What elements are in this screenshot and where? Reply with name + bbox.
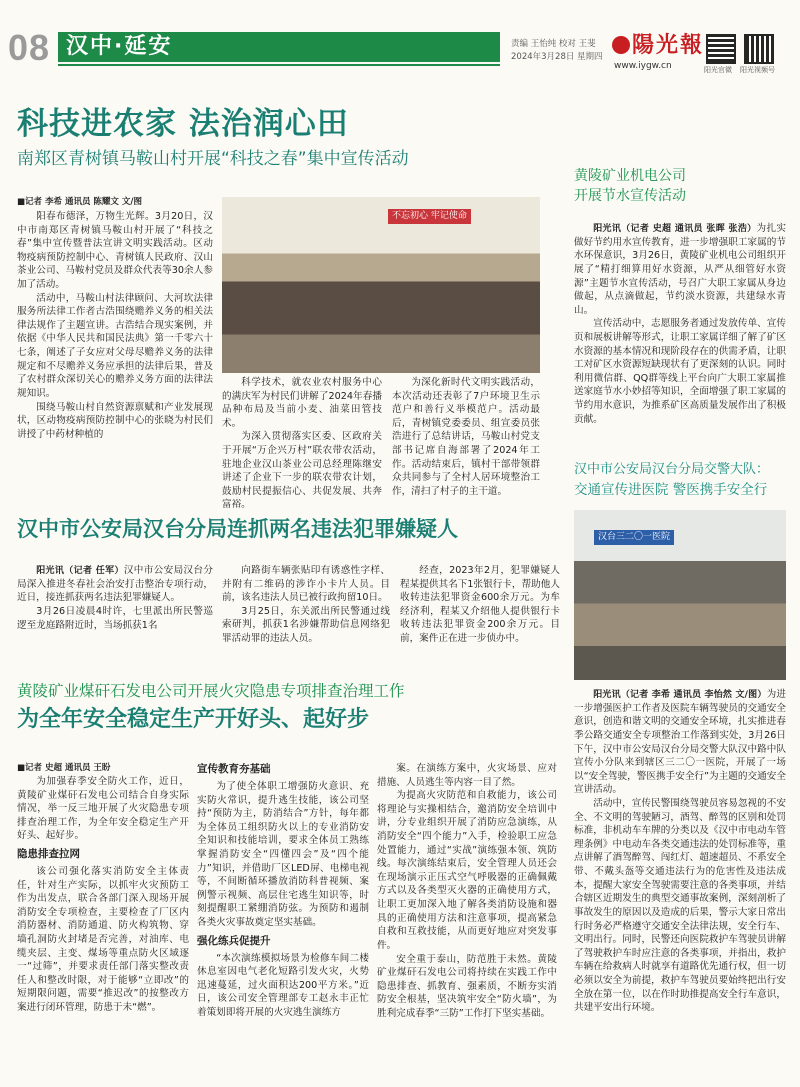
right-article2-body — [574, 688, 786, 1015]
paragraph: 阳光讯（记者 任军）汉中市公安局汉台分局深入推进冬春社会治安打击整治专项行动，近日，接连抓获两名违法犯罪嫌疑人。 — [17, 565, 213, 604]
title-line: 汉中市公安局汉台分局交警大队： — [574, 462, 770, 477]
photo-sign: 汉台三二〇一医院 — [594, 530, 674, 545]
qr-code-icon — [706, 34, 736, 64]
paragraph: 围绕马鞍山村自然资源禀赋和产业发展现状，区动物疫病预防控制中心的张晓为村民们讲授了中药材种植的 — [17, 401, 213, 440]
article2-title: 汉中市公安局汉台分局连抓两名违法犯罪嫌疑人 — [17, 517, 458, 541]
right-article2-photo — [574, 510, 786, 680]
article2-col3 — [400, 564, 560, 646]
paragraph: 3月26日凌晨4时许，七里派出所民警巡逻至龙庭路附近时，当场抓获1名 — [17, 605, 213, 631]
article3-title: 为全年安全稳定生产开好头、起好步 — [17, 707, 370, 732]
paragraph: “本次演练模拟场景为检修车间二楼休息室因电气老化短路引发火灾，火势迅速蔓延，过火面积达200平方米。”近日，该公司安全管理部专工赵永丰正忙着策划即将开展的火灾逃生演练方 — [197, 952, 369, 1018]
paragraph: 活动中，宣传民警围绕驾驶员容易忽视的不安全、不文明的驾驶陋习，酒驾、醉驾的区别和处罚标准，非机动车车牌的分类以及《汉中市电动车管理条例》中电动车各类交通违法的处罚标准等，重点讲解了酒驾醉驾、闯红灯、超速超员、不系安全带、不戴头盔等交通违法行为的危害性及违法成本，提醒大家安全驾驶需要注意的各类事项，并结合辖区近期发生的典型交通事故案例，深刻剖析了事故发生的原因以及造成的后果，警示大家日常出行时务必严格遵守交通安全法律法规，安全行车、文明出行。同时，民警还向医院救护车驾驶员讲解了驾驶救护车时应注意的各类事项，并指出，救护车辆在给救病人时就享有道路优先通行权，但一切必须以安全为前提，救护车驾驶员要始终把出行安全放在第一位，以在作时助推提高安全行车意识，共建平安出行环境。 — [574, 798, 786, 1014]
masthead — [0, 0, 800, 86]
paragraph: 该公司强化落实消防安全主体责任，针对生产实际，以抓牢火灾预防工作为出发点，联合各部门深入现场开展消防安全专项检查，主要检查了厂区内消防器材、消防通道、防火构筑物、穿墙孔洞防火封堵是否完善，对油库、电缆夹层、主变、煤场等重点防火区域逐一“过筛”，并要求责任部门落实整改责任人和整改时限，对于能够“立即改”的短期限问题，需要“推迟改”的按整改方案进行闭环管理，防患于未“燃”。 — [17, 865, 189, 1014]
article1-subtitle: 南郑区青树镇马鞍山村开展“科技之春”集中宣传活动 — [17, 149, 409, 169]
paragraph: 活动中，马鞍山村法律顾问、大河坎法律服务所法律工作者古浩围绕赡养义务的相关法律法规作了主题宣讲。古浩结合现实案例，并依据《中华人民共和国民法典》第一千零六十七条，阐述了子女应对父母尽赡养义务的法律规定和不尽赡养义务应承担的法律后果，普及了农村群众深切关心的赡养义务方面的法律法规知识。 — [17, 292, 213, 399]
paragraph: 为加强春季安全防火工作，近日，黄陵矿业煤矸石发电公司结合自身实际情况，举一反三地开展了火灾隐患专项排查治理工作，为全年安全稳定生产开好头、起好步。 — [17, 776, 189, 842]
paragraph: 向路街车辆张贴印有诱惑性字样、并附有二维码的涉诈小卡片人员。目前，该名违法人员已被行政拘留10日。 — [222, 565, 390, 604]
article3-col3 — [377, 762, 557, 1021]
qr-label: 阳光官微 — [704, 66, 732, 74]
qr-code-icon — [744, 34, 774, 64]
paragraph: 经查，2023年2月，犯罪嫌疑人程某提供其名下1张银行卡，帮助他人收转违法犯罪资金600余万元。为牟经济利，程某又介绍他人提供银行卡收转违法犯罪资金200余万元。目前，案件正在进一步侦办中。 — [400, 565, 560, 645]
right-article1-title — [574, 166, 790, 206]
byline: 阳光讯（记者 任军） — [36, 566, 124, 576]
title-line: 开展节水宣传活动 — [574, 188, 686, 204]
qr-label: 阳光视频号 — [740, 66, 775, 74]
page-number: 08 — [8, 27, 51, 68]
article1-col1 — [17, 210, 213, 441]
article1-col3 — [392, 376, 540, 498]
paragraph: 宣传活动中，志愿服务者通过发放传单、宣传页和展板讲解等形式，让职工家属详细了解了矿区水资源的基本情况和现阶段存在的供需矛盾，让职工对矿区水资源短缺现状有了更深刻的认识。同时利用微信群、QQ群等线上平台向广大职工家属推送家庭节水小妙招等知识，全面增强了职工家属的节约用水意识，为推系矿区高质量发展作出了积极贡献。 — [574, 318, 786, 425]
paragraph: 案。在演练方案中，火灾场景、应对措施、人员逃生等内容一目了然。 — [377, 763, 557, 788]
article2-col1 — [17, 564, 213, 632]
photo-banner: 不忘初心 牢记使命 — [388, 209, 471, 224]
paragraph: 3月25日，东关派出所民警通过线索研判，抓获1名涉嫌帮助信息网络犯罪活动罪的违法人员。 — [222, 605, 390, 645]
paragraph: 安全重于泰山，防范胜于未然。黄陵矿业煤矸石发电公司将持续在实践工作中隐患排查、抓教育、强素质，不断夯实消防安全根基，坚决筑牢安全“防火墙”，为胜利完成春季“三防”工作打下坚实基础。 — [377, 953, 557, 1019]
article1-photo — [222, 197, 540, 373]
section-heading: 宣传教育夯基础 — [197, 763, 271, 775]
sun-logo-icon — [612, 36, 630, 54]
editors-line: 责编 王怡纯 校对 王斐 — [511, 39, 596, 49]
section-heading: 隐患排查拉网 — [17, 848, 80, 861]
article2-col2 — [222, 564, 390, 646]
website[interactable]: www.iygw.cn — [614, 61, 672, 71]
right-article2-title — [574, 460, 792, 500]
newspaper-logo: 陽光報 — [632, 32, 705, 58]
article3-byline: ■记者 史超 通讯员 王盼 — [17, 763, 111, 773]
masthead-rule — [58, 64, 500, 66]
paragraph: 科学技术，就农业农村服务中心的满庆军为村民们讲解了2024年春播品种布局及当前小麦、油菜田管技术。 — [222, 377, 382, 429]
paragraph: 为了使全体职工增强防火意识、充实防火常识，提升逃生技能，该公司坚持“预防为主，防消结合”方针，每年都为全体员工组织防火以上的专业消防安全知识和技能培训，要求全体员工熟练掌握消防安全“四懂四会”及“四个能力”知识，并借助厂区LED屏、电梯电视等，不间断循环播放消防科普视频、案例警示视频、高层住宅逃生知识等，时刻提醒职工紧绷消防弦。为预防和遏制各类火灾事故奠定坚实基础。 — [197, 780, 369, 928]
byline: 阳光讯（记者 史超 通讯员 张晖 张浩） — [593, 224, 757, 234]
article3-kicker: 黄陵矿业煤矸石发电公司开展火灾隐患专项排查治理工作 — [17, 682, 405, 700]
paragraph: 阳光讯（记者 史超 通讯员 张晖 张浩）为扎实做好节约用水宣传教育，进一步增强职工家属的节水环保意识，3月26日，黄陵矿业机电公司组织开展了“精打细算用好水资源，从严从细管好水资源”主题节水宣传活动，号召广大职工家属从身边做起，从点滴做起，节约淡水资源，共建绿水青山。 — [574, 223, 786, 316]
date-line: 2024年3月28日 星期四 — [511, 52, 603, 62]
section-banner — [58, 32, 500, 62]
section-title: 汉中·延安 — [66, 34, 173, 59]
paragraph: 为深化新时代文明实践活动，本次活动还表彰了7户环境卫生示范户和善行义举模范户。活动最后，青树镇党委委员、组宣委员张浩进行了总结讲话，马鞍山村党支部书记席自海部署了2024年工作。活动结束后，镇村干部带领群众共同参与了全村人居环境整治工作，清扫了村子的主干道。 — [392, 377, 540, 497]
article3-col2 — [197, 762, 369, 1020]
article1-byline: ■记者 李希 通讯员 陈耀文 文/图 — [17, 197, 142, 207]
section-heading: 强化练兵促提升 — [197, 934, 271, 947]
paragraph: 阳光讯（记者 李希 通讯员 李怡然 文/图）为进一步增强医护工作者及医院车辆驾驶员的交通安全意识，创造和谐文明的交通安全环境，扎实推进春季公路交通安全专项整治工作落到实处，3月26日下午，汉中市公安局汉台分局交警大队汉中路中队宣传小分队来到辖区三二〇一医院，开展了一场以“安全驾驶，警医携手安全行”为主题的交通安全宣讲活动。 — [574, 689, 787, 796]
paragraph: 为提高火灾防范和自救能力，该公司将理论与实操相结合，邀消防安全培训中讲，分专业组织开展了消防应急演练，从消防安全“四个能力”入手，检验职工应急处置能力，通过“实战”演练强本领、筑防线。每次演练结束后，安全管理人员还会在现场演示正压式空气呼吸器的正确佩戴方式以及各类型灭火器的正确使用方式，让职工更加深入地了解各类消防设施和器具的正确使用方法和注意事项，提高紧急自救和互救技能，从而更好地应对突发事件。 — [377, 790, 557, 951]
right-article1-body — [574, 222, 786, 426]
article3-col1 — [17, 775, 189, 1015]
byline: 阳光讯（记者 李希 通讯员 李怡然 文/图） — [593, 690, 767, 700]
paragraph: 阳春布德泽，万物生光辉。3月20日，汉中市南郑区青树镇马鞍山村开展了“科技之春”集中宣传暨普法宣讲文明实践活动。区动物疫病预防控制中心、青树镇人民政府、汉山茶业公司、马鞍村党员及群众代表等30余人参加了活动。 — [17, 211, 213, 291]
title-line: 交通宣传进医院 警医携手安全行 — [574, 482, 768, 498]
article1-title: 科技进农家 法治润心田 — [17, 106, 349, 142]
article1-col2 — [222, 376, 382, 512]
title-line: 黄陵矿业机电公司 — [574, 168, 686, 184]
paragraph: 为深入贯彻落实区委、区政府关于开展“万企兴万村”联农带农活动，驻地企业汉山茶业公司总经理陈继安讲述了企业下一步的联农带农计划，鼓励村民提振信心、共促发展、共奔富裕。 — [222, 431, 382, 511]
